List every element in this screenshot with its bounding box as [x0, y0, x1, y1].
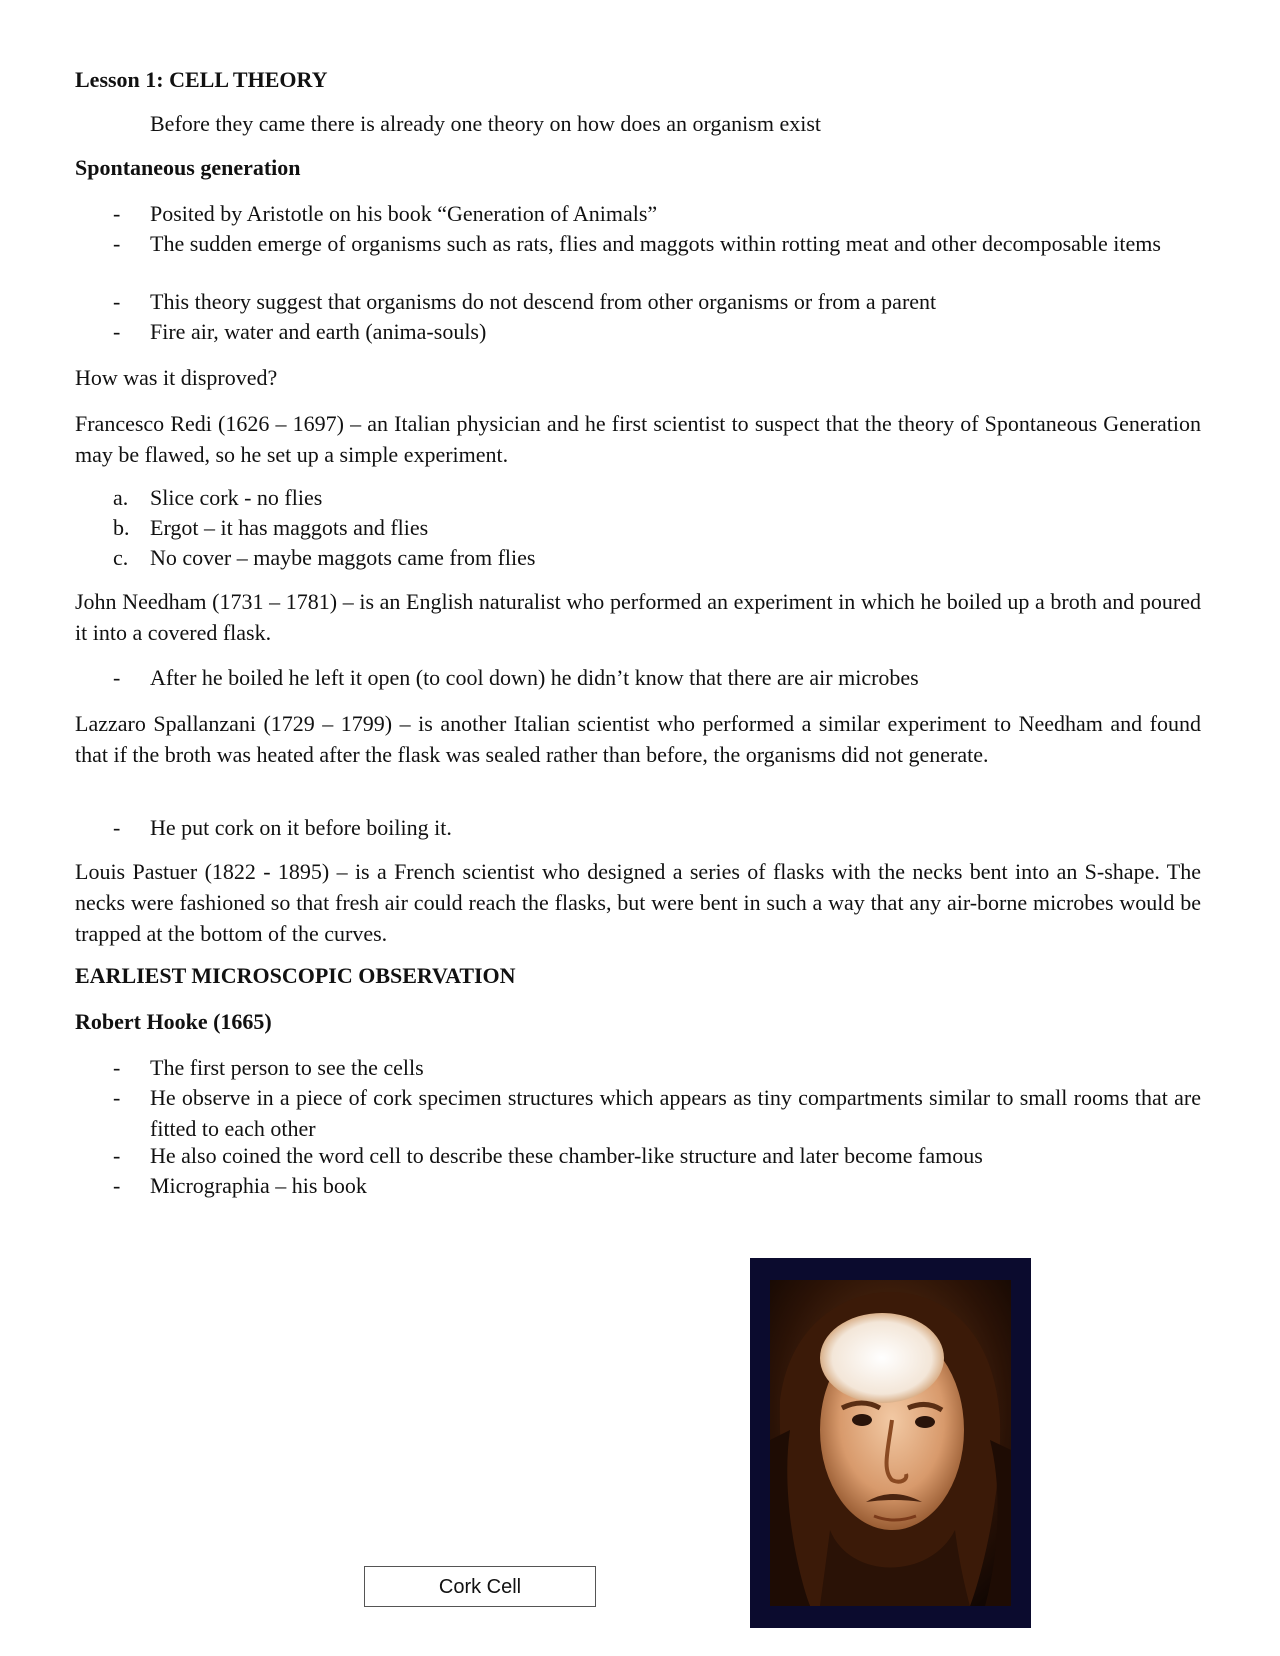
list-item-text: Fire air, water and earth (anima-souls)	[150, 319, 487, 344]
bullet-mark: -	[113, 665, 121, 690]
bullet-mark: -	[113, 1173, 121, 1198]
spallanzani-paragraph: Lazzaro Spallanzani (1729 – 1799) – is another Italian scientist who performed a similar experiment to Needham and found that if the broth was heated after the flask was sealed rather than before, the organisms did not generate.	[75, 711, 1201, 767]
redi-paragraph: Francesco Redi (1626 – 1697) – an Italian physician and he first scientist to suspect that the theory of Spontaneous Generation may be flawed, so he set up a simple experiment.	[75, 411, 1201, 467]
bullet-mark: -	[113, 289, 121, 314]
list-item-text: No cover – maybe maggots came from flies	[150, 545, 536, 570]
list-item-text: He observe in a piece of cork specimen structures which appears as tiny compartments similar to small rooms that are fitted to each other	[150, 1085, 1201, 1141]
bullet-mark: -	[113, 319, 121, 344]
pasteur-paragraph: Louis Pastuer (1822 - 1895) – is a French scientist who designed a series of flasks with the necks bent into an S-shape. The necks were fashioned so that fresh air could reach the flasks, but were bent in such a way that any air-borne microbes would be trapped at the bottom of the curves.	[75, 859, 1201, 946]
needham-paragraph: John Needham (1731 – 1781) – is an English naturalist who performed an experiment in which he boiled up a broth and poured it into a covered flask.	[75, 589, 1201, 645]
bullet-mark: -	[113, 1085, 121, 1110]
spontaneous-heading: Spontaneous generation	[75, 155, 301, 180]
list-marker: c.	[113, 545, 129, 570]
bullet-mark: -	[113, 1143, 121, 1168]
bullet-mark: -	[113, 1055, 121, 1080]
portrait-image	[770, 1280, 1011, 1606]
earliest-heading: EARLIEST MICROSCOPIC OBSERVATION	[75, 963, 516, 988]
cork-cell-caption: Cork Cell	[364, 1566, 596, 1607]
list-item-text: Slice cork - no flies	[150, 485, 323, 510]
hooke-heading: Robert Hooke (1665)	[75, 1009, 272, 1034]
list-marker: b.	[113, 515, 130, 540]
list-marker: a.	[113, 485, 129, 510]
list-item-text: After he boiled he left it open (to cool down) he didn’t know that there are air microbes	[150, 665, 919, 690]
bullet-mark: -	[113, 231, 121, 256]
list-item-text: The first person to see the cells	[150, 1055, 424, 1080]
list-item-text: He also coined the word cell to describe these chamber-like structure and later become famous	[150, 1143, 983, 1168]
list-item-text: Micrographia – his book	[150, 1173, 367, 1198]
list-item-text: The sudden emerge of organisms such as rats, flies and maggots within rotting meat and other decomposable items	[150, 231, 1161, 256]
lesson-title: Lesson 1: CELL THEORY	[75, 67, 328, 92]
bullet-mark: -	[113, 815, 121, 840]
intro-paragraph: Before they came there is already one theory on how does an organism exist	[150, 111, 821, 136]
bullet-mark: -	[113, 201, 121, 226]
list-item-text: He put cork on it before boiling it.	[150, 815, 452, 840]
list-item-text: Posited by Aristotle on his book “Generation of Animals”	[150, 201, 658, 226]
list-item-text: This theory suggest that organisms do not descend from other organisms or from a parent	[150, 289, 937, 314]
list-item-text: Ergot – it has maggots and flies	[150, 515, 429, 540]
disproved-question: How was it disproved?	[75, 365, 278, 390]
robert-hooke-portrait	[750, 1258, 1031, 1628]
